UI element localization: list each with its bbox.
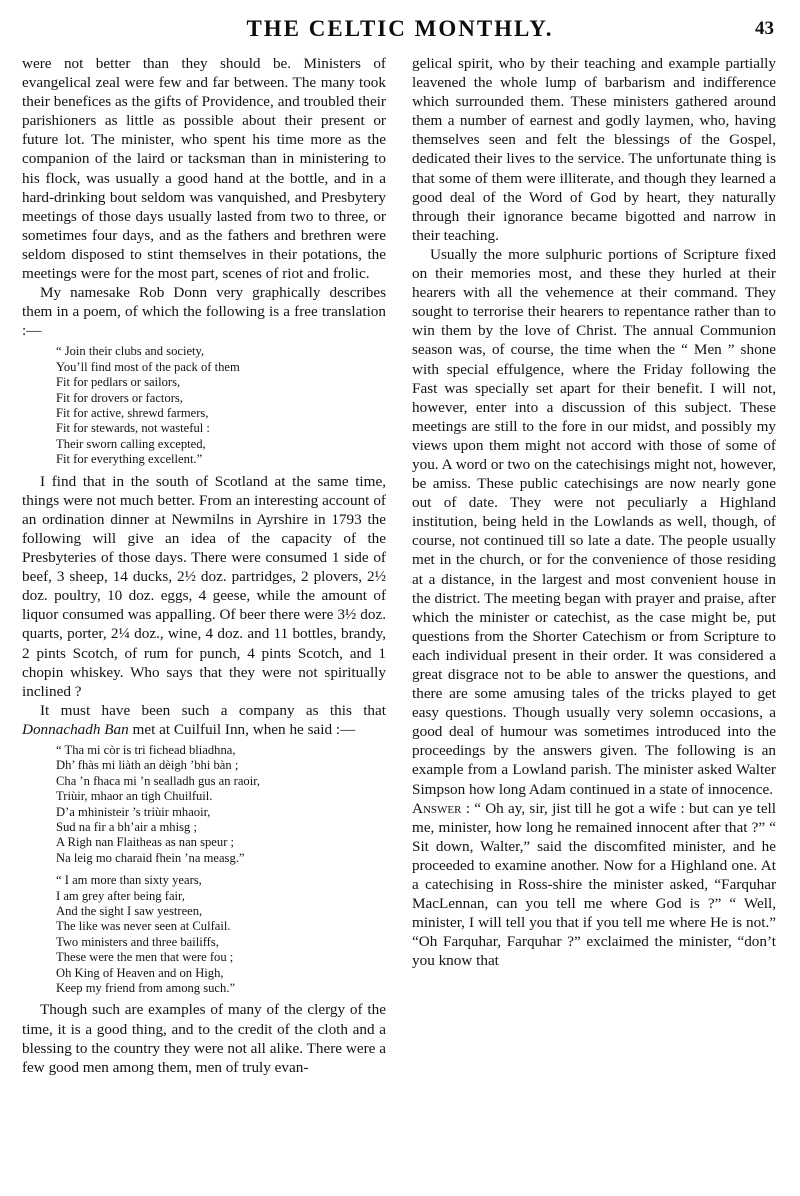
- verse-line: Cha ’n fhaca mi ’n sealladh gus an raoir,: [56, 773, 261, 788]
- verse-line: Fit for pedlars or sailors,: [56, 375, 181, 390]
- text-columns: [22, 54, 778, 1077]
- verse-line: Triùir, mhaor an tigh Chuilfuil.: [56, 789, 213, 804]
- verse-line: Their sworn calling excepted,: [56, 436, 206, 451]
- paragraph: My namesake Rob Donn very graphically describes them in a poem, of which the following is a free translation :—: [22, 284, 386, 340]
- verse-line: The like was never seen at Culfail.: [56, 919, 231, 934]
- answer-label: Answer :: [412, 799, 470, 817]
- verse-line: You’ll find most of the pack of them: [56, 359, 240, 374]
- verse-line: “ I am more than sixty years,: [56, 873, 202, 888]
- paragraph-with-italic: [22, 701, 386, 739]
- stanza-gap: [56, 866, 386, 873]
- verse-line: Fit for active, shrewd farmers,: [56, 406, 209, 421]
- answer-text: “ Oh ay, sir, jist till he got a wife : but can ye tell me, minister, how long he remained innocent after that ?” “ Sit down, Walter,” said the discomfited minister, and he proceeded to examine another. Now for a Highland one. At a catechising in Ross-shire the minister asked, “Farquhar MacLennan, can you tell me where God is ?” “ Well, minister, I will tell you that if you tell me where He is not.” “Oh Farquhar, Farquhar ?” exclaimed the minister, “don’t you know that: [412, 799, 776, 970]
- verse-line: Dh’ fhàs mi liàth an dèigh ’bhi bàn ;: [56, 758, 239, 773]
- verse-line: “ Join their clubs and society,: [56, 344, 205, 359]
- paragraph: Though such are examples of many of the clergy of the time, it is a good thing, and to the credit of the cloth and a blessing to the country they were not all alike. There were a few good men among them, men of truly evan-: [22, 1001, 386, 1076]
- paragraph: gelical spirit, who by their teaching and example partially leavened the whole lump of barbarism and indifference which surrounded them. These ministers gathered around them a number of earnest and godly laymen, who, having themselves seen and felt the blessings of the Gospel, dedicated their lives to the service. The unfortunate thing is that some of them were illiterate, and though they learned a good deal of the Word of God by heart, they naturally through their ignorance became bigotted and narrow in their teaching.: [412, 55, 776, 244]
- verse-line: Na leig mo charaid fhein ’na measg.”: [56, 850, 245, 865]
- verse-line: D’a mhinisteir ’s triùir mhaoir,: [56, 804, 211, 819]
- verse-block-2: [22, 743, 386, 997]
- page-header: [22, 14, 778, 48]
- verse-line: And the sight I saw yestreen,: [56, 904, 203, 919]
- verse-line: I am grey after being fair,: [56, 888, 185, 903]
- verse-line: Keep my friend from among such.”: [56, 981, 236, 996]
- page-number: 43: [755, 18, 774, 39]
- text-fragment: It must have been such a company as this that: [40, 701, 386, 719]
- verse-line: “ Tha mi còr is tri fichead bliadhna,: [56, 742, 236, 757]
- verse-line: Fit for stewards, not wasteful :: [56, 421, 210, 436]
- paragraph: I find that in the south of Scotland at the same time, things were not much better. From an interesting account of an ordination dinner at Newmilns in Ayrshire in 1793 the following will give an idea of the capacity of the Presbyteries of those days. There were consumed 1 side of beef, 3 sheep, 14 ducks, 2½ doz. partridges, 2 plovers, 2½ doz. poultry, 10 doz. eggs, 4 geese, while the amount of liquor consumed was appalling. Of beer there were 3½ doz. quarts, porter, 2¼ doz., wine, 4 doz. and 11 bottles, brandy, 2 pints Scotch, of rum for punch, 4 pints Scotch, and 1 chopin whiskey. Who says that they were not spiritually inclined ?: [22, 472, 386, 700]
- left-column: [22, 54, 386, 1077]
- italic-name: Donnachadh Ban: [22, 720, 129, 738]
- verse-line: Sud na fir a bh’air a mhisg ;: [56, 820, 197, 834]
- verse-line: These were the men that were fou ;: [56, 950, 234, 965]
- page-title: THE CELTIC MONTHLY.: [246, 16, 554, 41]
- answer-paragraph: [412, 799, 776, 971]
- text-fragment: met at Cuilfuil Inn, when he said :—: [128, 720, 356, 738]
- verse-line: Oh King of Heaven and on High,: [56, 965, 224, 980]
- verse-line: Two ministers and three bailiffs,: [56, 934, 219, 949]
- verse-line: Fit for everything excellent.”: [56, 452, 203, 467]
- right-column: [412, 54, 776, 971]
- verse-line: A Righ nan Flaitheas as nan speur ;: [56, 835, 235, 850]
- verse-block-1: [22, 344, 386, 467]
- verse-line: Fit for drovers or factors,: [56, 390, 183, 405]
- paragraph: were not better than they should be. Ministers of evangelical zeal were few and far between. The many took their benefices as the gifts of Providence, and troubled their parishioners as little as possible about their present or future lot. The minister, who spent his time more as the companion of the laird or tacksman than in ministering to his flock, was usually a good hand at the bottle, and in a hard-drinking bout seldom was vanquished, and Presbytery meetings of those days usually lasted from two to three, or sometimes four days, and as the fathers and brethren were seldom disposed to stint themselves in their potations, the meetings were for the most part, scenes of riot and frolic.: [22, 55, 386, 283]
- paragraph: Usually the more sulphuric portions of Scripture fixed on their memories most, and these they hurled at their hearers with all the vehemence at their command. They sought to terrorise their hearers to repentance rather than to win them by the love of Christ. The annual Communion season was, of course, the time when the “ Men ” shone with special effulgence, where the Friday following the Fast was specially set apart for their benefit. I will not, however, enter into a discussion of this subject. These meetings are still to the fore in our midst, and possibly my views upon them might not accord with those of some of you. A word or two on the catechisings might not, however, be amiss. These public catechisings are now nearly gone out of date. They were not peculiarly a Highland institution, being held in the Lowlands as well, though, of course, not continued till so late a date. The people usually met in the church, or for the convenience of those residing at a distance, in the largest and most convenient house in the district. The meeting began with prayer and praise, after which the minister or catechist, as the case might be, put questions from the Shorter Catechism or from Scripture to each individual present in their order. It was considered a great disgrace not to be able to answer the questions, and there are some amusing tales of the tricks played to get easy questions. Though usually very solemn occasions, a good deal of humour was sometimes introduced into the proceedings by the answers given. The following is an example from a Lowland parish. The minister asked Walter Simpson how long Adam continued in a state of innocence.: [412, 245, 776, 798]
